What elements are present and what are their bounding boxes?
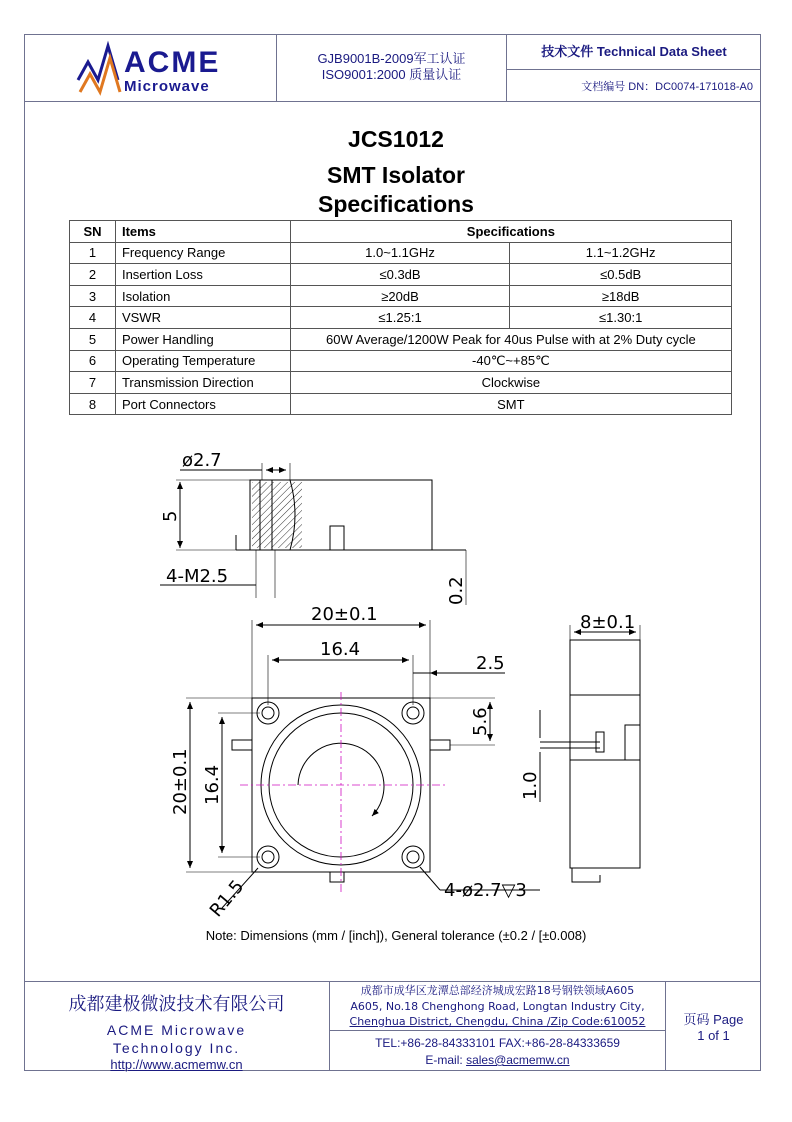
header-specifications: Specifications [290, 221, 731, 243]
row-spec: -40℃~+85℃ [290, 350, 731, 372]
row-spec-2: ≤0.5dB [510, 264, 732, 286]
table-row [70, 285, 732, 307]
doc-info-cell [507, 34, 761, 102]
row-sn: 5 [70, 328, 116, 350]
row-sn: 3 [70, 285, 116, 307]
doc-number: 文档编号 DN：DC0074-171018-A0 [581, 81, 753, 93]
section-title: Specifications [318, 191, 474, 217]
table-row [70, 328, 732, 350]
dim-height-16-4: 16.4 [202, 764, 223, 805]
document-header [24, 34, 761, 102]
dim-r1-5: R1.5 [205, 876, 249, 922]
page-cell [666, 982, 761, 1071]
table-row [70, 264, 732, 286]
header-items: Items [115, 221, 290, 243]
logo-subtitle: Microwave [124, 78, 210, 95]
row-item: Frequency Range [115, 242, 290, 264]
email-link[interactable]: sales@acmemw.cn [466, 1053, 570, 1067]
row-spec-1: 1.0~1.1GHz [290, 242, 510, 264]
row-sn: 6 [70, 350, 116, 372]
row-item: Insertion Loss [115, 264, 290, 286]
mechanical-drawing [0, 430, 792, 930]
dim-height-20: 20±0.1 [170, 748, 191, 815]
dim-width-20: 20±0.1 [311, 604, 378, 625]
cert-line-1: GJB9001B-2009军工认证 [317, 51, 466, 66]
dim-5-6: 5.6 [470, 707, 491, 736]
dim-phi-2-7: ø2.7 [182, 450, 222, 471]
tel-fax: TEL:+86-28-84333101 FAX:+86-28-84333659 [375, 1036, 620, 1050]
company-name-en-1: ACME Microwave [106, 1022, 247, 1038]
email-label: E-mail: [425, 1053, 467, 1067]
logo-cell [24, 34, 277, 102]
header-sn: SN [70, 221, 116, 243]
dim-4-m2-5: 4-M2.5 [166, 566, 229, 587]
cert-line-2: ISO9001:2000 质量认证 [321, 67, 462, 82]
address-block [330, 982, 665, 1031]
contact-cell [330, 982, 666, 1071]
dim-depth-8: 8±0.1 [580, 612, 636, 633]
dim-1-0: 1.0 [520, 771, 541, 800]
table-row [70, 350, 732, 372]
company-cell [24, 982, 330, 1071]
table-header-row [70, 221, 732, 243]
row-item: Operating Temperature [115, 350, 290, 372]
spec-table [69, 220, 732, 415]
row-item: Port Connectors [115, 393, 290, 415]
certification-cell [277, 34, 507, 102]
website-link[interactable]: http://www.acmemw.cn [110, 1057, 243, 1072]
dim-width-16-4: 16.4 [320, 639, 361, 660]
row-spec-2: ≤1.30:1 [510, 307, 732, 329]
row-item: Isolation [115, 285, 290, 307]
row-spec-1: ≤1.25:1 [290, 307, 510, 329]
address-en-1: A605, No.18 Chenghong Road, Longtan Industry City, [350, 999, 645, 1013]
dim-0-2: 0.2 [446, 576, 467, 605]
product-title: SMT Isolator [326, 162, 465, 188]
row-sn: 1 [70, 242, 116, 264]
table-row [70, 372, 732, 394]
row-spec: Clockwise [290, 372, 731, 394]
row-item: Transmission Direction [115, 372, 290, 394]
doc-type: 技术文件 Technical Data Sheet [507, 34, 761, 70]
dim-holes: 4-ø2.7▽3 [444, 880, 527, 901]
row-item: Power Handling [115, 328, 290, 350]
dimension-note: Note: Dimensions (mm / [inch]), General tolerance (±0.2 / [±0.008) [205, 928, 587, 943]
row-sn: 2 [70, 264, 116, 286]
dim-2-5: 2.5 [476, 653, 505, 674]
row-item: VSWR [115, 307, 290, 329]
page-value: 1 of 1 [697, 1028, 730, 1043]
company-name-en-2: Technology Inc. [112, 1040, 241, 1056]
address-en-2: Chenghua District, Chengdu, China /Zip Code:610052 [349, 1015, 646, 1028]
model-title: JCS1012 [348, 126, 444, 152]
company-name-cn: 成都建极微波技术有限公司 [68, 994, 285, 1014]
row-sn: 7 [70, 372, 116, 394]
table-row [70, 307, 732, 329]
row-sn: 4 [70, 307, 116, 329]
row-spec-1: ≥20dB [290, 285, 510, 307]
dim-height-5: 5 [160, 510, 181, 522]
logo-name: ACME [124, 46, 221, 79]
row-spec: SMT [290, 393, 731, 415]
row-spec-1: ≤0.3dB [290, 264, 510, 286]
row-spec: 60W Average/1200W Peak for 40us Pulse with at 2% Duty cycle [290, 328, 731, 350]
page-label: 页码 Page [683, 1012, 744, 1027]
row-spec-2: ≥18dB [510, 285, 732, 307]
row-sn: 8 [70, 393, 116, 415]
table-row [70, 242, 732, 264]
phone-block [330, 1031, 665, 1069]
row-spec-2: 1.1~1.2GHz [510, 242, 732, 264]
address-cn: 成都市成华区龙潭总部经济城成宏路18号钢铁领域A605 [360, 984, 635, 997]
document-footer [24, 981, 761, 1071]
table-row [70, 393, 732, 415]
